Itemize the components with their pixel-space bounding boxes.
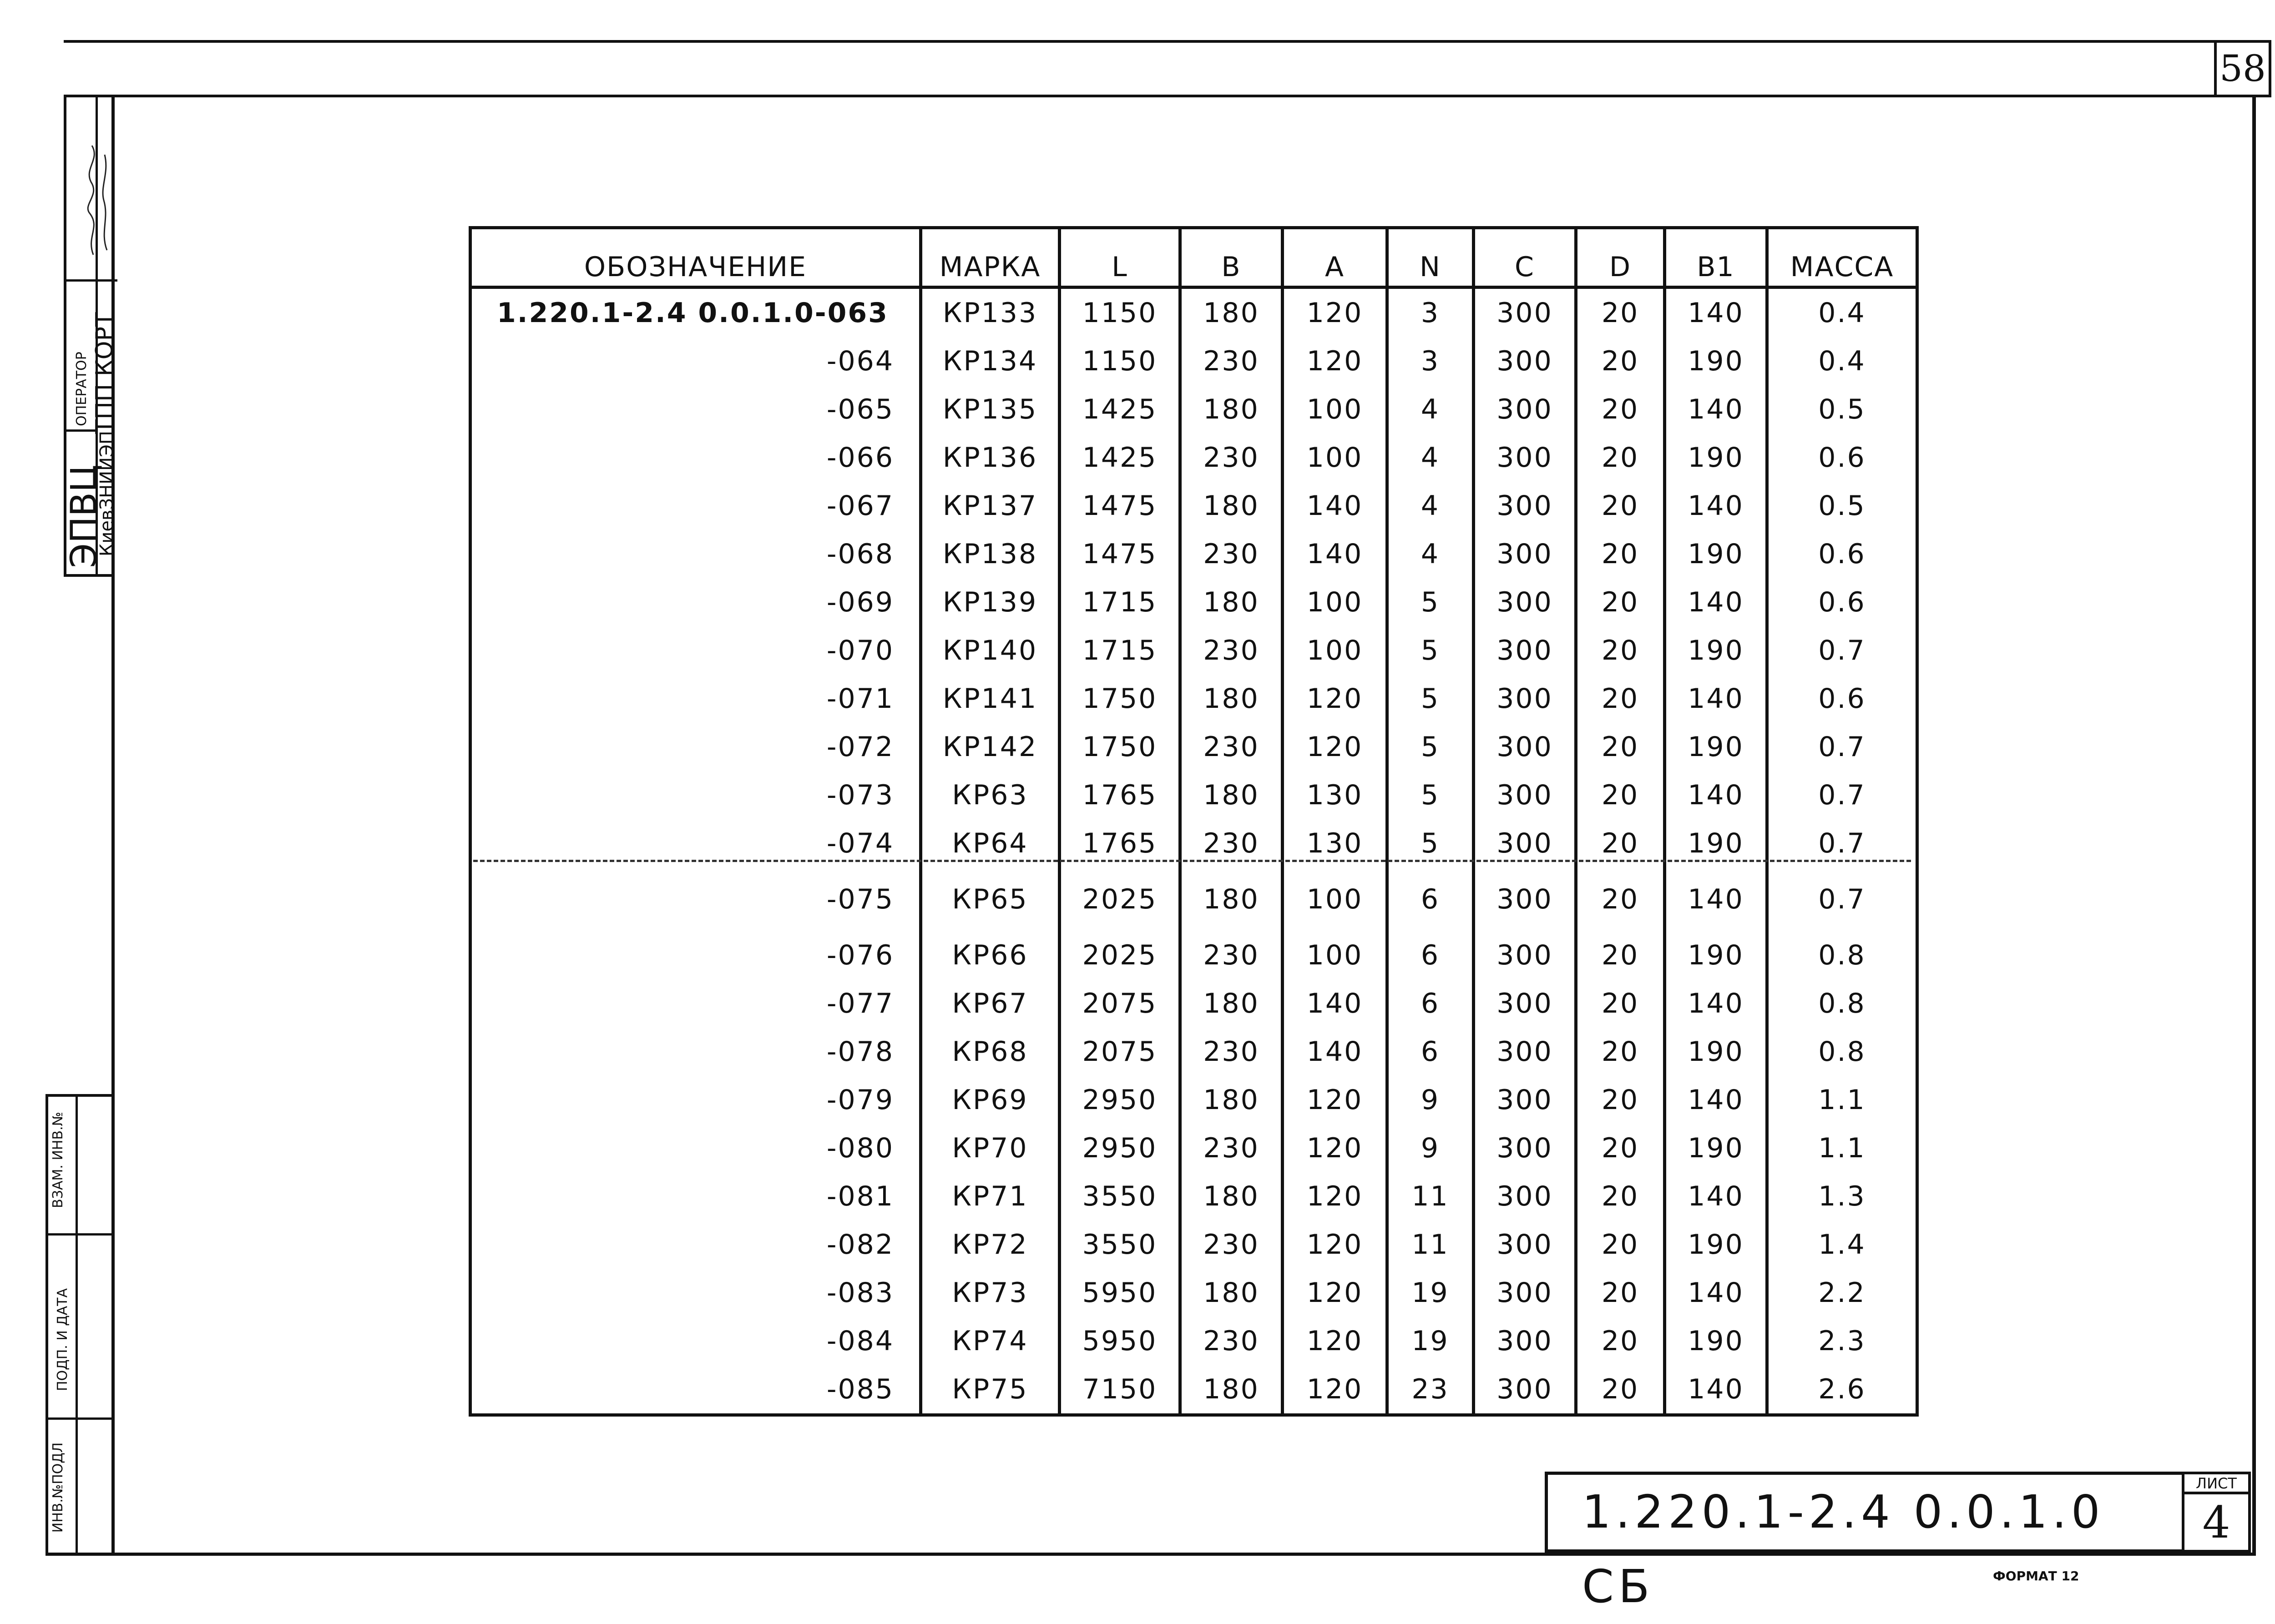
cell-mass: 0.7 xyxy=(1767,771,1917,819)
header-n: N xyxy=(1387,228,1474,287)
cell-c: 300 xyxy=(1474,482,1576,530)
cell-b1: 140 xyxy=(1665,1076,1767,1124)
cell-c: 300 xyxy=(1474,578,1576,626)
stamp-divider-horizontal xyxy=(48,1417,115,1420)
cell-c: 300 xyxy=(1474,530,1576,578)
cell-l: 2950 xyxy=(1060,1124,1180,1172)
cell-mark: КР75 xyxy=(921,1365,1060,1415)
signature xyxy=(68,141,111,259)
cell-c: 300 xyxy=(1474,1317,1576,1365)
table-row xyxy=(470,578,1917,626)
cell-b: 230 xyxy=(1180,1221,1283,1269)
header-l: L xyxy=(1060,228,1180,287)
cell-d: 20 xyxy=(1576,482,1665,530)
cell-mass: 0.6 xyxy=(1767,578,1917,626)
cell-a: 100 xyxy=(1283,626,1387,675)
cell-n: 6 xyxy=(1387,979,1474,1028)
cell-d: 20 xyxy=(1576,931,1665,979)
cell-d: 20 xyxy=(1576,1269,1665,1317)
table-row xyxy=(470,931,1917,979)
cell-b1: 190 xyxy=(1665,626,1767,675)
cell-l: 1425 xyxy=(1060,434,1180,482)
cell-mark: КР138 xyxy=(921,530,1060,578)
cell-c: 300 xyxy=(1474,723,1576,771)
cell-mark: КР74 xyxy=(921,1317,1060,1365)
cell-a: 120 xyxy=(1283,1269,1387,1317)
cell-designation: 1.220.1-2.4 0.0.1.0-063 xyxy=(470,287,921,338)
cell-b: 230 xyxy=(1180,530,1283,578)
org-main: ЭПВЦ xyxy=(64,464,105,568)
cell-l: 2075 xyxy=(1060,979,1180,1028)
cell-c: 300 xyxy=(1474,867,1576,931)
cell-d: 20 xyxy=(1576,1124,1665,1172)
cell-n: 5 xyxy=(1387,771,1474,819)
table-row xyxy=(470,867,1917,931)
cell-a: 120 xyxy=(1283,1076,1387,1124)
document-code: 1.220.1-2.4 0.0.1.0 СБ xyxy=(1545,1472,2182,1553)
cell-c: 300 xyxy=(1474,771,1576,819)
cell-a: 100 xyxy=(1283,931,1387,979)
cell-d: 20 xyxy=(1576,771,1665,819)
format-label: ФОРМАТ 12 xyxy=(1993,1569,2079,1584)
cell-b1: 140 xyxy=(1665,1172,1767,1221)
table-row xyxy=(470,723,1917,771)
cell-designation: -083 xyxy=(470,1269,921,1317)
cell-l: 5950 xyxy=(1060,1269,1180,1317)
cell-c: 300 xyxy=(1474,819,1576,867)
cell-designation: -075 xyxy=(470,867,921,931)
top-border-line xyxy=(64,40,2271,43)
cell-b1: 190 xyxy=(1665,723,1767,771)
cell-mark: КР135 xyxy=(921,385,1060,434)
cell-a: 120 xyxy=(1283,1172,1387,1221)
cell-c: 300 xyxy=(1474,931,1576,979)
cell-n: 5 xyxy=(1387,578,1474,626)
cell-c: 300 xyxy=(1474,626,1576,675)
cell-c: 300 xyxy=(1474,1028,1576,1076)
cell-c: 300 xyxy=(1474,1124,1576,1172)
cell-mass: 2.6 xyxy=(1767,1365,1917,1415)
cell-b: 180 xyxy=(1180,287,1283,338)
cell-d: 20 xyxy=(1576,979,1665,1028)
table-row xyxy=(470,287,1917,338)
table-row xyxy=(470,1172,1917,1221)
cell-mark: КР137 xyxy=(921,482,1060,530)
cell-c: 300 xyxy=(1474,1076,1576,1124)
cell-a: 120 xyxy=(1283,337,1387,385)
field-inv-original: ИНВ.№ПОДЛ xyxy=(50,1442,66,1533)
cell-mark: КР72 xyxy=(921,1221,1060,1269)
cell-l: 1475 xyxy=(1060,530,1180,578)
cell-b: 230 xyxy=(1180,626,1283,675)
cell-d: 20 xyxy=(1576,578,1665,626)
cell-mass: 0.4 xyxy=(1767,287,1917,338)
cell-b1: 140 xyxy=(1665,1269,1767,1317)
cell-d: 20 xyxy=(1576,819,1665,867)
cell-mark: КР66 xyxy=(921,931,1060,979)
cell-mass: 0.8 xyxy=(1767,1028,1917,1076)
table-row xyxy=(470,1269,1917,1317)
table-row xyxy=(470,979,1917,1028)
cell-mark: КР140 xyxy=(921,626,1060,675)
cell-mass: 0.5 xyxy=(1767,482,1917,530)
cell-n: 6 xyxy=(1387,867,1474,931)
cell-mass: 2.3 xyxy=(1767,1317,1917,1365)
cell-d: 20 xyxy=(1576,1365,1665,1415)
cell-a: 120 xyxy=(1283,675,1387,723)
header-mass: МАССА xyxy=(1767,228,1917,287)
cell-l: 2950 xyxy=(1060,1076,1180,1124)
cell-a: 100 xyxy=(1283,385,1387,434)
cell-b1: 190 xyxy=(1665,1028,1767,1076)
table-row xyxy=(470,675,1917,723)
table-row xyxy=(470,530,1917,578)
cell-l: 1475 xyxy=(1060,482,1180,530)
cell-n: 19 xyxy=(1387,1317,1474,1365)
cell-n: 5 xyxy=(1387,626,1474,675)
cell-d: 20 xyxy=(1576,1076,1665,1124)
table-row xyxy=(470,385,1917,434)
cell-l: 1765 xyxy=(1060,819,1180,867)
stamp-divider-horizontal xyxy=(66,279,117,282)
cell-b1: 190 xyxy=(1665,434,1767,482)
cell-b1: 190 xyxy=(1665,819,1767,867)
cell-l: 2025 xyxy=(1060,931,1180,979)
cell-n: 4 xyxy=(1387,482,1474,530)
cell-b1: 190 xyxy=(1665,530,1767,578)
cell-a: 140 xyxy=(1283,482,1387,530)
operator-label: ОПЕРАТОР xyxy=(74,352,90,426)
cell-n: 11 xyxy=(1387,1221,1474,1269)
cell-l: 1750 xyxy=(1060,723,1180,771)
cell-mass: 2.2 xyxy=(1767,1269,1917,1317)
cell-l: 1150 xyxy=(1060,287,1180,338)
cell-mass: 0.7 xyxy=(1767,723,1917,771)
cell-d: 20 xyxy=(1576,675,1665,723)
cell-d: 20 xyxy=(1576,385,1665,434)
cell-mass: 0.6 xyxy=(1767,530,1917,578)
cell-c: 300 xyxy=(1474,287,1576,338)
cell-mass: 0.7 xyxy=(1767,867,1917,931)
cell-n: 23 xyxy=(1387,1365,1474,1415)
sheet-box xyxy=(2182,1472,2251,1553)
cell-designation: -081 xyxy=(470,1172,921,1221)
sheet-number-top: 58 xyxy=(2214,40,2271,97)
header-c: C xyxy=(1474,228,1576,287)
cell-mark: КР133 xyxy=(921,287,1060,338)
cell-b: 180 xyxy=(1180,1269,1283,1317)
cell-mark: КР69 xyxy=(921,1076,1060,1124)
group-separator xyxy=(473,860,1911,862)
cell-n: 3 xyxy=(1387,287,1474,338)
cell-n: 5 xyxy=(1387,675,1474,723)
specification-table xyxy=(469,226,1919,1417)
sheet-label: ЛИСТ xyxy=(2182,1472,2251,1494)
cell-c: 300 xyxy=(1474,385,1576,434)
cell-d: 20 xyxy=(1576,337,1665,385)
cell-designation: -078 xyxy=(470,1028,921,1076)
cell-b1: 190 xyxy=(1665,337,1767,385)
cell-designation: -064 xyxy=(470,337,921,385)
bottom-border-line xyxy=(46,1553,2256,1556)
cell-l: 5950 xyxy=(1060,1317,1180,1365)
cell-b: 230 xyxy=(1180,723,1283,771)
cell-b1: 140 xyxy=(1665,675,1767,723)
cell-b: 180 xyxy=(1180,675,1283,723)
field-signature-date: ПОДП. И ДАТА xyxy=(55,1288,71,1392)
cell-d: 20 xyxy=(1576,530,1665,578)
cell-mass: 0.8 xyxy=(1767,979,1917,1028)
cell-c: 300 xyxy=(1474,1269,1576,1317)
cell-mark: КР70 xyxy=(921,1124,1060,1172)
cell-l: 1715 xyxy=(1060,578,1180,626)
stamp-divider-horizontal xyxy=(48,1233,115,1236)
cell-mark: КР136 xyxy=(921,434,1060,482)
cell-designation: -070 xyxy=(470,626,921,675)
cell-n: 5 xyxy=(1387,819,1474,867)
header-b1: B1 xyxy=(1665,228,1767,287)
cell-c: 300 xyxy=(1474,434,1576,482)
table-row xyxy=(470,1028,1917,1076)
cell-b: 180 xyxy=(1180,771,1283,819)
cell-a: 130 xyxy=(1283,819,1387,867)
cell-a: 120 xyxy=(1283,287,1387,338)
cell-c: 300 xyxy=(1474,337,1576,385)
cell-designation: -069 xyxy=(470,578,921,626)
cell-designation: -084 xyxy=(470,1317,921,1365)
header-a: A xyxy=(1283,228,1387,287)
cell-b1: 190 xyxy=(1665,1124,1767,1172)
cell-b: 180 xyxy=(1180,482,1283,530)
cell-a: 120 xyxy=(1283,1124,1387,1172)
cell-c: 300 xyxy=(1474,979,1576,1028)
cell-d: 20 xyxy=(1576,1221,1665,1269)
cell-mark: КР67 xyxy=(921,979,1060,1028)
cell-n: 6 xyxy=(1387,931,1474,979)
cell-l: 1765 xyxy=(1060,771,1180,819)
cell-b1: 140 xyxy=(1665,867,1767,931)
cell-d: 20 xyxy=(1576,1028,1665,1076)
cell-designation: -077 xyxy=(470,979,921,1028)
table-row xyxy=(470,1124,1917,1172)
right-border-line xyxy=(2252,95,2256,1555)
cell-c: 300 xyxy=(1474,1221,1576,1269)
cell-n: 19 xyxy=(1387,1269,1474,1317)
field-replaced-inv: ВЗАМ. ИНВ.№ xyxy=(50,1112,66,1208)
cell-n: 11 xyxy=(1387,1172,1474,1221)
cell-b: 180 xyxy=(1180,867,1283,931)
cell-b1: 140 xyxy=(1665,287,1767,338)
cell-designation: -079 xyxy=(470,1076,921,1124)
cell-a: 100 xyxy=(1283,578,1387,626)
cell-b: 230 xyxy=(1180,337,1283,385)
cell-b1: 190 xyxy=(1665,1221,1767,1269)
cell-mark: КР73 xyxy=(921,1269,1060,1317)
cell-d: 20 xyxy=(1576,434,1665,482)
cell-n: 4 xyxy=(1387,530,1474,578)
cell-mark: КР68 xyxy=(921,1028,1060,1076)
table-row xyxy=(470,482,1917,530)
cell-d: 20 xyxy=(1576,867,1665,931)
cell-a: 140 xyxy=(1283,979,1387,1028)
cell-l: 2075 xyxy=(1060,1028,1180,1076)
cell-designation: -082 xyxy=(470,1221,921,1269)
cell-b: 180 xyxy=(1180,1365,1283,1415)
cell-a: 120 xyxy=(1283,723,1387,771)
cell-designation: -067 xyxy=(470,482,921,530)
cell-mark: КР142 xyxy=(921,723,1060,771)
cell-mass: 0.8 xyxy=(1767,931,1917,979)
table-row xyxy=(470,434,1917,482)
cell-mark: КР139 xyxy=(921,578,1060,626)
table-row xyxy=(470,1317,1917,1365)
cell-mark: КР65 xyxy=(921,867,1060,931)
cell-b: 180 xyxy=(1180,1076,1283,1124)
cell-b: 230 xyxy=(1180,1028,1283,1076)
cell-b: 230 xyxy=(1180,819,1283,867)
cell-designation: -080 xyxy=(470,1124,921,1172)
cell-b1: 190 xyxy=(1665,1317,1767,1365)
cell-b: 230 xyxy=(1180,931,1283,979)
cell-b1: 140 xyxy=(1665,771,1767,819)
table-row xyxy=(470,1076,1917,1124)
cell-l: 3550 xyxy=(1060,1172,1180,1221)
table-row xyxy=(470,337,1917,385)
cell-d: 20 xyxy=(1576,1317,1665,1365)
cell-b: 180 xyxy=(1180,1172,1283,1221)
cell-a: 120 xyxy=(1283,1221,1387,1269)
cell-l: 2025 xyxy=(1060,867,1180,931)
cell-n: 3 xyxy=(1387,337,1474,385)
cell-mass: 0.6 xyxy=(1767,434,1917,482)
cell-c: 300 xyxy=(1474,675,1576,723)
cell-designation: -085 xyxy=(470,1365,921,1415)
table-row xyxy=(470,771,1917,819)
header-d: D xyxy=(1576,228,1665,287)
cell-mass: 1.1 xyxy=(1767,1124,1917,1172)
cell-b: 180 xyxy=(1180,979,1283,1028)
cell-mass: 1.4 xyxy=(1767,1221,1917,1269)
cell-a: 140 xyxy=(1283,1028,1387,1076)
cell-c: 300 xyxy=(1474,1172,1576,1221)
table-header-row xyxy=(470,228,1917,287)
cell-designation: -068 xyxy=(470,530,921,578)
stamp-divider-vertical xyxy=(76,1097,78,1556)
cell-mass: 1.3 xyxy=(1767,1172,1917,1221)
cell-d: 20 xyxy=(1576,287,1665,338)
cell-l: 7150 xyxy=(1060,1365,1180,1415)
cell-c: 300 xyxy=(1474,1365,1576,1415)
cell-designation: -071 xyxy=(470,675,921,723)
cell-mass: 0.7 xyxy=(1767,626,1917,675)
cell-designation: -072 xyxy=(470,723,921,771)
cell-d: 20 xyxy=(1576,723,1665,771)
cell-n: 9 xyxy=(1387,1076,1474,1124)
header-mark: МАРКА xyxy=(921,228,1060,287)
cell-a: 120 xyxy=(1283,1365,1387,1415)
cell-a: 100 xyxy=(1283,867,1387,931)
operator-name: ТПП КОРТ xyxy=(91,312,118,434)
cell-mass: 0.4 xyxy=(1767,337,1917,385)
table-row xyxy=(470,626,1917,675)
header-designation: ОБОЗНАЧЕНИЕ xyxy=(470,228,921,287)
cell-mass: 0.6 xyxy=(1767,675,1917,723)
cell-designation: -076 xyxy=(470,931,921,979)
inner-top-border-line xyxy=(115,95,2271,97)
cell-mark: КР63 xyxy=(921,771,1060,819)
cell-n: 5 xyxy=(1387,723,1474,771)
cell-b1: 140 xyxy=(1665,979,1767,1028)
cell-mark: КР71 xyxy=(921,1172,1060,1221)
cell-mark: КР64 xyxy=(921,819,1060,867)
cell-l: 1750 xyxy=(1060,675,1180,723)
cell-b: 230 xyxy=(1180,434,1283,482)
cell-b1: 140 xyxy=(1665,1365,1767,1415)
cell-b: 180 xyxy=(1180,578,1283,626)
cell-l: 1150 xyxy=(1060,337,1180,385)
cell-mark: КР134 xyxy=(921,337,1060,385)
org-sub: КиевЗНИИЭП xyxy=(96,430,117,557)
cell-b1: 140 xyxy=(1665,482,1767,530)
cell-designation: -065 xyxy=(470,385,921,434)
cell-mark: КР141 xyxy=(921,675,1060,723)
cell-designation: -066 xyxy=(470,434,921,482)
cell-l: 1425 xyxy=(1060,385,1180,434)
cell-b1: 140 xyxy=(1665,385,1767,434)
table-row xyxy=(470,1221,1917,1269)
cell-mass: 0.7 xyxy=(1767,819,1917,867)
sheet-number: 4 xyxy=(2182,1492,2251,1553)
cell-a: 100 xyxy=(1283,434,1387,482)
cell-b: 230 xyxy=(1180,1317,1283,1365)
cell-d: 20 xyxy=(1576,1172,1665,1221)
cell-designation: -073 xyxy=(470,771,921,819)
cell-a: 140 xyxy=(1283,530,1387,578)
table-row xyxy=(470,1365,1917,1415)
cell-d: 20 xyxy=(1576,626,1665,675)
cell-a: 130 xyxy=(1283,771,1387,819)
cell-a: 120 xyxy=(1283,1317,1387,1365)
cell-b: 180 xyxy=(1180,385,1283,434)
cell-b1: 140 xyxy=(1665,578,1767,626)
cell-b1: 190 xyxy=(1665,931,1767,979)
cell-n: 6 xyxy=(1387,1028,1474,1076)
cell-l: 1715 xyxy=(1060,626,1180,675)
cell-mass: 1.1 xyxy=(1767,1076,1917,1124)
cell-mass: 0.5 xyxy=(1767,385,1917,434)
header-b: B xyxy=(1180,228,1283,287)
cell-l: 3550 xyxy=(1060,1221,1180,1269)
cell-n: 4 xyxy=(1387,434,1474,482)
cell-n: 4 xyxy=(1387,385,1474,434)
cell-designation: -074 xyxy=(470,819,921,867)
cell-b: 230 xyxy=(1180,1124,1283,1172)
cell-n: 9 xyxy=(1387,1124,1474,1172)
